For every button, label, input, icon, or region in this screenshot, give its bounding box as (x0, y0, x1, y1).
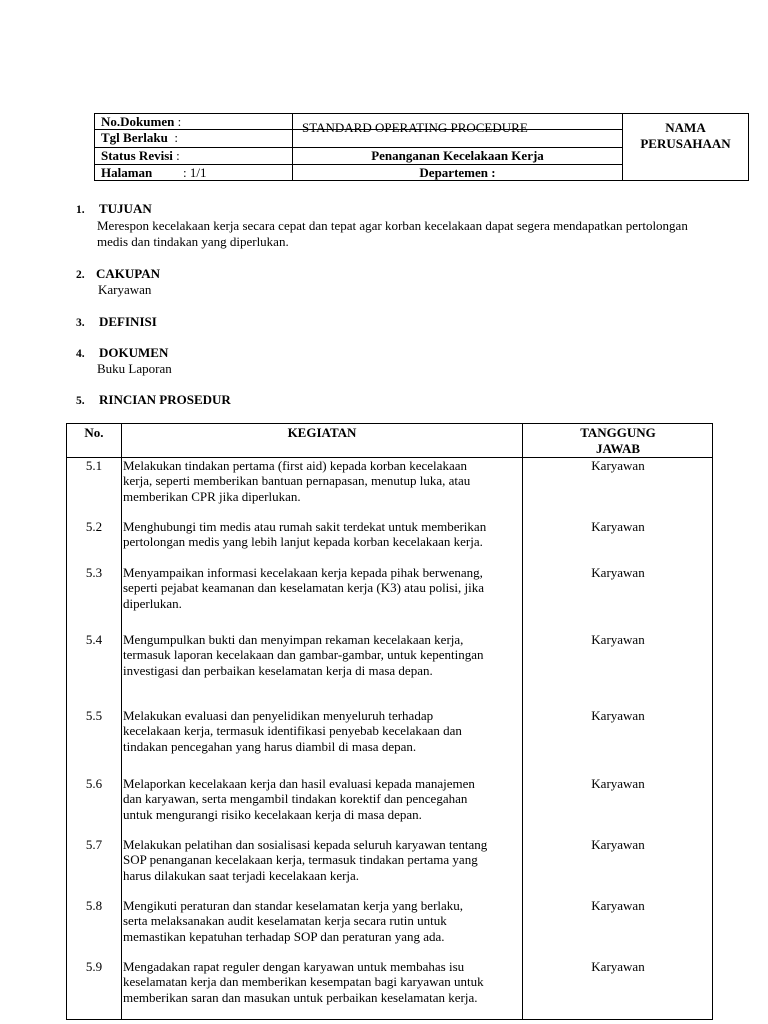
row-responsible: Karyawan (591, 565, 645, 580)
row-responsible: Karyawan (591, 959, 645, 974)
row-responsible: Karyawan (591, 837, 645, 852)
section-number: 4. (76, 348, 85, 360)
activity-line: kerja, seperti memberikan bantuan pernapasan, menutup luka, atau (123, 473, 471, 489)
section-number: 5. (76, 395, 85, 407)
row-number: 5.3 (85, 565, 103, 580)
row-activity (123, 632, 523, 678)
row-number: 5.2 (85, 519, 103, 534)
effective-date-row: Tgl Berlaku : (101, 130, 178, 145)
activity-line: Menyampaikan informasi kecelakaan kerja kepada pihak berwenang, (123, 565, 483, 580)
activity-line: SOP penanganan kecelakaan kerja, termasuk tindakan pertama yang (123, 852, 478, 868)
activity-line: Mengikuti peraturan dan standar keselamatan kerja yang berlaku, (123, 898, 464, 913)
activity-line: dan karyawan, serta mengambil tindakan korektif dan pencegahan (123, 791, 468, 807)
column-header-responsible-line2: JAWAB (595, 441, 641, 456)
department-label: Departemen : (419, 165, 496, 180)
doc-no-label: No.Dokumen (101, 114, 175, 129)
section-number: 3. (76, 317, 85, 329)
sop-subject: Penanganan Kecelakaan Kerja (371, 148, 544, 163)
row-activity (123, 458, 523, 504)
activity-line: keselamatan kerja dan memberikan kesempatan bagi karyawan untuk (123, 974, 484, 990)
activity-line: harus dilakukan saat terjadi kecelakaan kerja. (123, 867, 360, 883)
activity-line: kecelakaan kerja, termasuk identifikasi penyebab kecelakaan dan (123, 723, 462, 739)
document-header-table (94, 113, 749, 181)
activity-line: tindakan pencegahan yang harus diambil di masa depan. (123, 738, 417, 754)
section-body-line: Merespon kecelakaan kerja secara cepat dan tepat agar korban kecelakaan dapat segera mendapatkan pertolongan (97, 218, 688, 233)
row-responsible: Karyawan (591, 458, 645, 473)
company-name-line2: PERUSAHAAN (640, 136, 731, 151)
row-responsible: Karyawan (591, 519, 645, 534)
section-body-line: medis dan tindakan yang diperlukan. (97, 234, 289, 249)
row-number: 5.9 (85, 959, 103, 974)
column-header-activity: KEGIATAN (287, 425, 357, 440)
section-title: DEFINISI (99, 314, 157, 329)
effective-date-label: Tgl Berlaku (101, 130, 168, 145)
company-name (623, 120, 748, 152)
sop-title: STANDARD OPERATING PROCEDURE (302, 120, 528, 135)
row-number: 5.1 (85, 458, 103, 473)
row-number: 5.4 (85, 632, 103, 647)
activity-line: pertolongan medis yang lebih lanjut kepada korban kecelakaan kerja. (123, 534, 483, 550)
section-title: RINCIAN PROSEDUR (99, 392, 231, 407)
activity-line: diperlukan. (123, 595, 182, 611)
column-header-no: No. (84, 425, 104, 440)
page-row (101, 165, 207, 181)
row-activity (123, 898, 523, 944)
doc-no-row: No.Dokumen : (101, 114, 182, 129)
activity-line: serta melaksanakan audit keselamatan kerja secara rutin untuk (123, 913, 447, 929)
activity-line: Melaporkan kecelakaan kerja dan hasil evaluasi kepada manajemen (123, 776, 475, 791)
activity-line: investigasi dan perbaikan keselamatan kerja di masa depan. (123, 662, 433, 678)
section-title: DOKUMEN (99, 345, 169, 360)
activity-line: termasuk laporan kecelakaan dan gambar-gambar, untuk kepentingan (123, 647, 484, 663)
procedure-table (66, 423, 713, 1020)
row-responsible: Karyawan (591, 708, 645, 723)
page-label: Halaman (101, 165, 153, 180)
section-number: 1. (76, 204, 85, 216)
company-name-line1: NAMA (665, 120, 706, 135)
column-header-responsible-line1: TANGGUNG (580, 425, 656, 440)
section-number: 2. (76, 269, 85, 281)
column-header-responsible (523, 425, 713, 457)
row-responsible: Karyawan (591, 898, 645, 913)
revision-row: Status Revisi : (101, 148, 180, 163)
row-number: 5.8 (85, 898, 103, 913)
activity-line: Melakukan tindakan pertama (first aid) kepada korban kecelakaan (123, 458, 467, 473)
section-title: TUJUAN (99, 201, 152, 216)
activity-line: Mengadakan rapat reguler dengan karyawan untuk membahas isu (123, 959, 465, 974)
row-responsible: Karyawan (591, 776, 645, 791)
row-activity (123, 837, 523, 883)
row-activity (123, 708, 523, 754)
row-responsible: Karyawan (591, 632, 645, 647)
page-value: : 1/1 (183, 165, 207, 180)
revision-label: Status Revisi (101, 148, 173, 163)
row-activity (123, 519, 523, 550)
activity-line: memastikan kepatuhan terhadap SOP dan peraturan yang ada. (123, 928, 445, 944)
activity-line: Melakukan evaluasi dan penyelidikan menyeluruh terhadap (123, 708, 434, 723)
activity-line: Menghubungi tim medis atau rumah sakit terdekat untuk memberikan (123, 519, 487, 534)
row-number: 5.5 (85, 708, 103, 723)
activity-line: memberikan saran dan masukan untuk perbaikan keselamatan kerja. (123, 989, 478, 1005)
section-body-line: Karyawan (98, 282, 152, 297)
section-title: CAKUPAN (96, 266, 161, 281)
section-body-line: Buku Laporan (97, 361, 172, 376)
row-number: 5.7 (85, 837, 103, 852)
activity-line: untuk mengurangi risiko kecelakaan kerja di masa depan. (123, 806, 422, 822)
activity-line: Mengumpulkan bukti dan menyimpan rekaman kecelakaan kerja, (123, 632, 464, 647)
row-number: 5.6 (85, 776, 103, 791)
row-activity (123, 565, 523, 611)
activity-line: seperti pejabat keamanan dan keselamatan kerja (K3) atau polisi, jika (123, 580, 484, 596)
activity-line: Melakukan pelatihan dan sosialisasi kepada seluruh karyawan tentang (123, 837, 488, 852)
row-activity (123, 959, 523, 1005)
activity-line: memberikan CPR jika diperlukan. (123, 488, 301, 504)
row-activity (123, 776, 523, 822)
